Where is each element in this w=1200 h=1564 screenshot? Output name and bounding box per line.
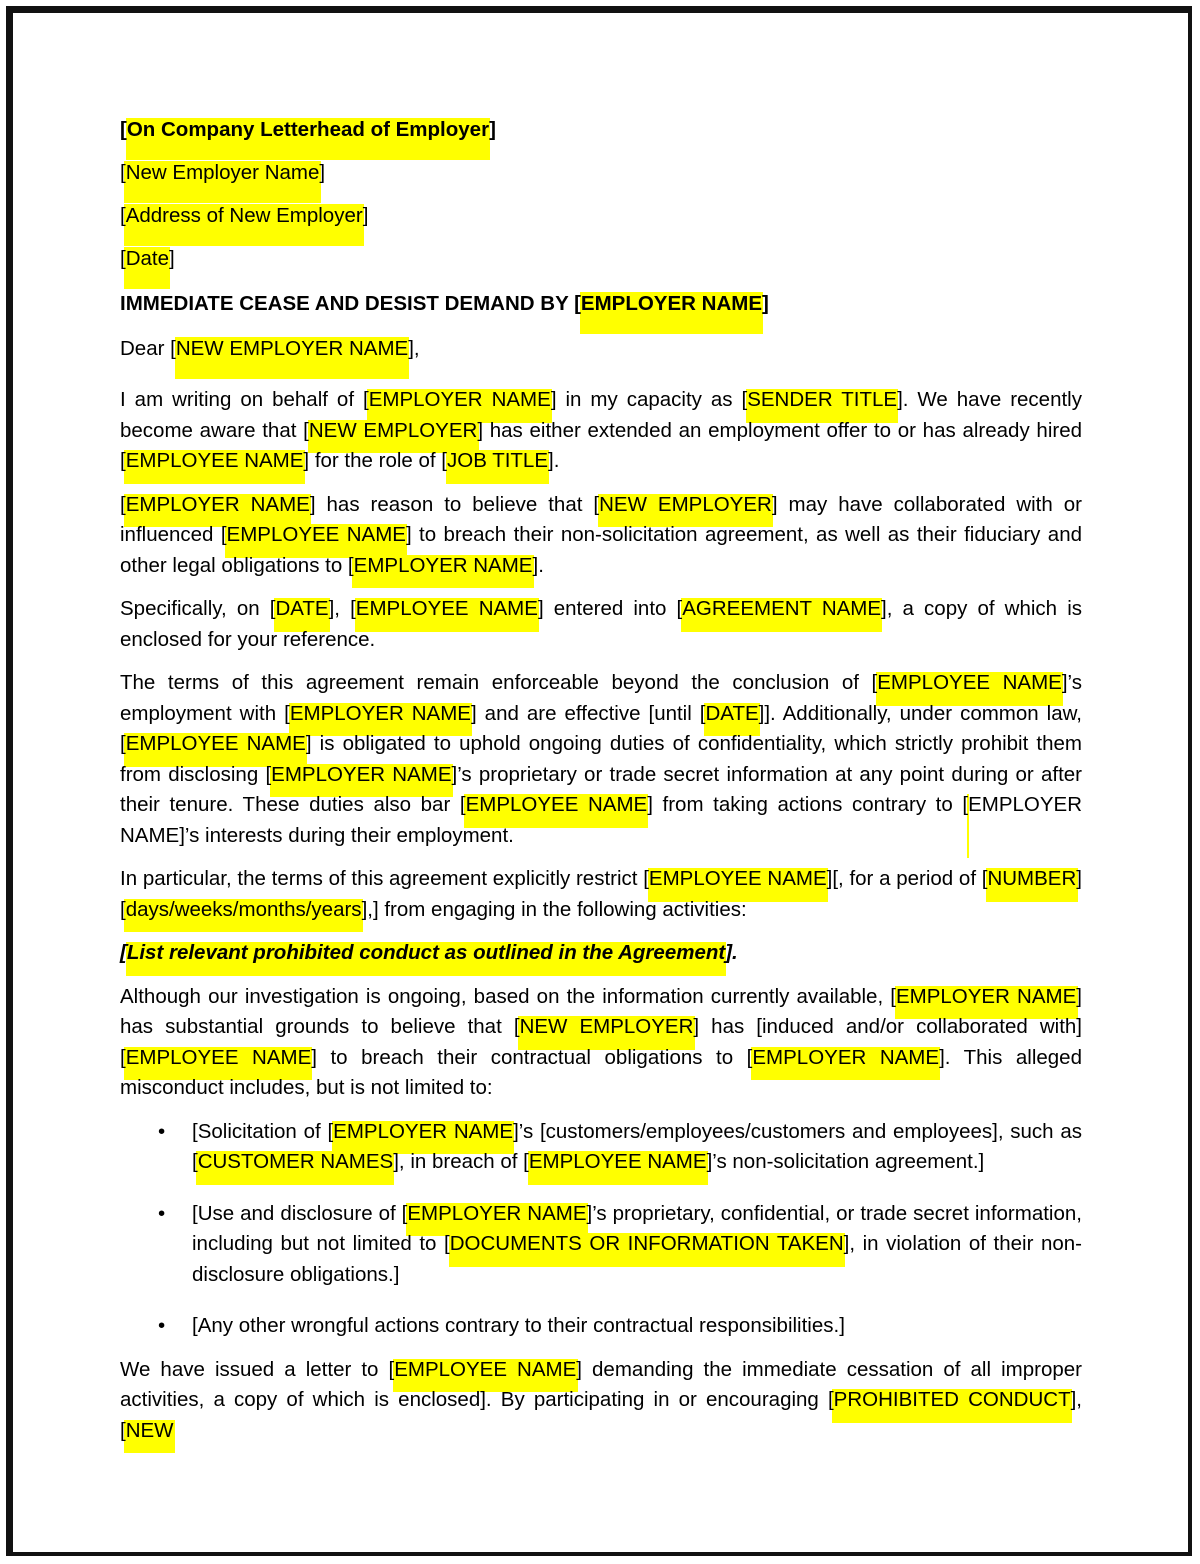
para-enforceable: The terms of this agreement remain enforceable beyond the conclusion of [EMPLOYEE NAME]’s employment with [EMPLOYER NAME] and are effective [until [DATE]]. Additionally, under common law, [EMPLOYEE NAME] is obligated to uphold ongoing duties of confidentiality, which strictly prohibit them from disclosing [EMPLOYER NAME]’s proprietary or trade secret information at any point during or after their tenure. These duties also bar [EMPLOYEE NAME] from taking actions contrary to [EMPLOYER NAME]’s interests during their employment. [120,671,1082,847]
highlighted-placeholder: AGREEMENT NAME [682,597,882,620]
bullet-disclosure: • [Use and disclosure of [EMPLOYER NAME]’s proprietary, confidential, or trade secret information, including but not limited to [DOCUMENTS OR INFORMATION TAKEN], in violation of their non-disclosure obligations.] [120,1199,1082,1291]
misconduct-bullet-list [120,1117,1082,1342]
para-belief: [EMPLOYER NAME] has reason to believe that [NEW EMPLOYER] may have collaborated with or influenced [EMPLOYEE NAME] to breach their non-solicitation agreement, as well as their fiduciary and other legal obligations to [EMPLOYER NAME]. [120,492,1082,577]
para-closing: We have issued a letter to [EMPLOYEE NAME] demanding the immediate cessation of all improper activities, a copy of which is enclosed]. By participating in or encouraging [PROHIBITED CONDUCT], [NEW [120,1357,1083,1442]
para-intro: I am writing on behalf of [EMPLOYER NAME] in my capacity as [SENDER TITLE]. We have recently become aware that [NEW EMPLOYER] has either extended an employment offer to or has already hired [EMPLOYEE NAME] for the role of [JOB TITLE]. [120,388,1082,472]
highlighted-placeholder: EMPLOYER NAME [407,1201,587,1225]
salutation-line: Dear [NEW EMPLOYER NAME], [120,337,420,360]
highlighted-placeholder: EMPLOYER NAME [895,984,1077,1008]
highlighted-placeholder: EMPLOYEE NAME [125,449,304,472]
highlighted-placeholder: EMPLOYER NAME [333,1119,514,1143]
bullet-solicitation: • [Solicitation of [EMPLOYER NAME]’s [customers/employees/customers and employees], such as [CUSTOMER NAMES], in breach of [EMPLOYEE NAME]’s non-solicitation agreement.] [120,1117,1082,1178]
highlighted-placeholder: days/weeks/months/years [125,897,362,921]
highlighted-placeholder: EMPLOYER NAME [289,701,471,725]
letterhead-line-2: [Address of New Employer] [120,204,369,227]
highlighted-placeholder: EMPLOYER NAME [271,762,452,786]
highlighted-placeholder: PROHIBITED CONDUCT [833,1388,1071,1411]
highlighted-placeholder: EMPLOYEE NAME [877,671,1062,694]
highlighted-placeholder: EMPLOYER NAME [125,492,310,516]
document-heading: IMMEDIATE CEASE AND DESIST DEMAND BY [EMPLOYER NAME] [120,292,769,315]
highlighted-placeholder: DATE [705,701,759,725]
highlighted-placeholder: EMPLOYEE NAME [226,523,406,546]
letterhead-line-1: [New Employer Name] [120,161,326,184]
investigation-paragraphs [120,982,1082,1104]
highlighted-placeholder: SENDER TITLE [747,388,898,411]
para-agreement: Specifically, on [DATE], [EMPLOYEE NAME] entered into [AGREEMENT NAME], a copy of which is enclosed for your reference. [120,597,1082,651]
highlighted-placeholder: NEW [125,1418,174,1442]
closing-paragraphs [120,1355,1082,1447]
highlighted-placeholder: EMPLOYER NAME [752,1045,940,1069]
prohibited-conduct-placeholder: [List relevant prohibited conduct as outlined in the Agreement]. [120,941,738,964]
highlighted-placeholder: EMPLOYER NAME [120,793,1082,847]
highlighted-placeholder: DATE [275,597,329,620]
highlighted-placeholder: List relevant prohibited conduct as outlined in the Agreement [126,941,726,964]
highlighted-placeholder: EMPLOYEE NAME [465,793,648,816]
highlighted-placeholder: Date [125,247,170,270]
highlighted-placeholder: Address of New Employer [125,204,363,227]
letterhead-line-3: [Date] [120,247,175,270]
highlighted-placeholder: EMPLOYEE NAME [125,732,306,755]
document-body [120,108,1082,1446]
highlighted-placeholder: CUSTOMER NAMES [197,1150,394,1173]
highlighted-placeholder: On Company Letterhead of Employer [126,118,490,141]
bullet-dot-icon: • [158,1119,166,1143]
bullet-other: • [Any other wrongful actions contrary to their contractual responsibilities.] [120,1311,1082,1342]
letterhead-block [120,108,1082,280]
highlighted-placeholder: EMPLOYEE NAME [355,597,538,620]
highlighted-placeholder: New Employer Name [125,161,320,184]
para-investigation: Although our investigation is ongoing, based on the information currently available, [EMPLOYER NAME] has substantial grounds to believe that [NEW EMPLOYER] has [induced and/or collaborated with] [EMPLOYEE NAME] to breach their contractual obligations to [EMPLOYER NAME]. This alleged misconduct includes, but is not limited to: [120,984,1082,1099]
highlighted-placeholder: NEW EMPLOYER NAME [175,337,409,360]
letterhead-line-0: [On Company Letterhead of Employer] [120,118,496,141]
highlighted-placeholder: EMPLOYEE NAME [125,1045,312,1069]
highlighted-placeholder: EMPLOYER NAME [580,292,763,315]
highlighted-placeholder: NEW EMPLOYER [519,1015,694,1038]
highlighted-placeholder: JOB TITLE [447,449,549,472]
highlighted-placeholder: DOCUMENTS OR INFORMATION TAKEN [449,1232,844,1255]
body-paragraphs [120,385,1082,925]
para-restrictions: In particular, the terms of this agreement explicitly restrict [EMPLOYEE NAME][, for a period of [NUMBER] [days/weeks/months/years],] from engaging in the following activities: [120,867,1082,921]
bullet-dot-icon: • [158,1314,166,1337]
bullet-dot-icon: • [158,1201,166,1225]
highlighted-placeholder: NEW EMPLOYER [599,492,772,516]
highlighted-placeholder: NEW EMPLOYER [308,418,478,442]
highlighted-placeholder: EMPLOYER NAME [353,553,533,577]
highlighted-placeholder: EMPLOYEE NAME [648,867,827,890]
highlighted-placeholder: EMPLOYEE NAME [528,1150,707,1173]
highlighted-placeholder: EMPLOYEE NAME [394,1357,577,1381]
highlighted-placeholder: NUMBER [987,867,1077,890]
highlighted-placeholder: EMPLOYER NAME [368,388,551,411]
